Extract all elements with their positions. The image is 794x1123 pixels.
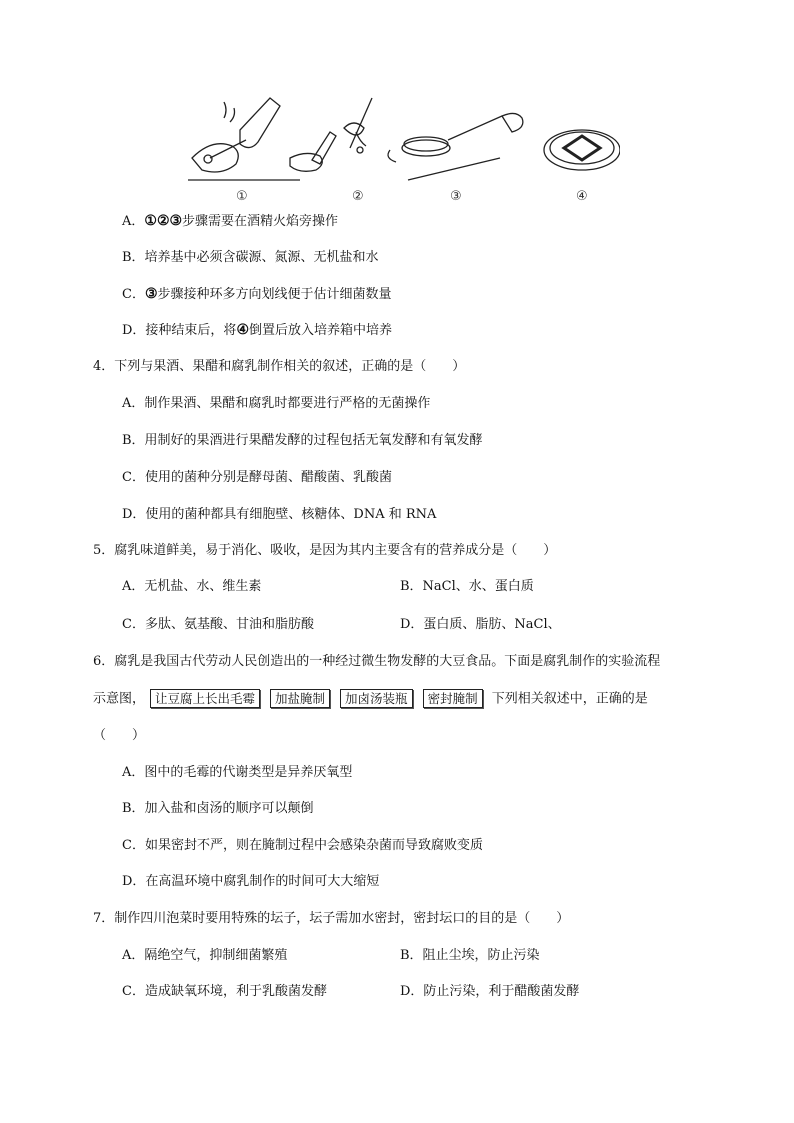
q5-option-b: B．NaCl、水、蛋白质 (400, 579, 534, 594)
q6-stem-line2 (93, 689, 648, 709)
q7-option-d: D．防止污染，利于醋酸菌发酵 (400, 984, 580, 999)
q6-option-d: D．在高温环境中腐乳制作的时间可大大缩短 (122, 874, 380, 889)
q5-option-a: A．无机盐、水、维生素 (122, 579, 262, 594)
q3-a-steps: ①②③ (144, 213, 183, 229)
figure-label-2: ② (352, 189, 364, 204)
q6-flow-step-3: 加卤汤装瓶 (340, 689, 413, 708)
panel2-tube (312, 132, 336, 164)
q6-stem-suffix: 下列相关叙述中，正确的是 (491, 691, 648, 707)
panel1-loop (210, 140, 246, 158)
q5-option-d: D．蛋白质、脂肪、NaCl、 (400, 617, 561, 632)
panel3-surface (408, 158, 500, 180)
figure-label-3: ③ (450, 189, 462, 204)
q7-option-a: A．隔绝空气，抑制细菌繁殖 (122, 948, 288, 963)
inoculation-figure (180, 88, 620, 206)
q7-stem: 7．制作四川泡菜时要用特殊的坛子，坛子需加水密封，密封坛口的目的是（ ） (93, 911, 570, 926)
q6-stem-prefix: 示意图， (93, 691, 146, 707)
q6-stem-line3: （ ） (93, 728, 146, 743)
q6-flow-step-1: 让豆腐上长出毛霉 (150, 689, 260, 708)
q3-d-text: 倒置后放入培养箱中培养 (249, 323, 393, 338)
q3-c-text: 步骤接种环多方向划线便于估计细菌数量 (157, 287, 392, 302)
q4-option-b: B．用制好的果酒进行果醋发酵的过程包括无氧发酵和有氧发酵 (122, 433, 483, 448)
q6-flow-step-2: 加盐腌制 (270, 689, 330, 708)
q3-option-c (122, 285, 392, 304)
q6-flow-diagram (145, 689, 488, 709)
q5-option-c: C．多肽、氨基酸、甘油和脂肪酸 (122, 617, 314, 632)
q6-option-b: B．加入盐和卤汤的顺序可以颠倒 (122, 801, 314, 816)
q3-option-b: B．培养基中必须含碳源、氮源、无机盐和水 (122, 250, 379, 265)
q3-d-step: ④ (236, 322, 249, 338)
q3-c-step: ③ (144, 286, 158, 302)
q6-flow-step-4: 密封腌制 (423, 689, 483, 708)
q6-option-c: C．如果密封不严，则在腌制过程中会感染杂菌而导致腐败变质 (122, 838, 483, 853)
q6-option-a: A．图中的毛霉的代谢类型是异养厌氧型 (122, 765, 353, 780)
inoculation-diagram (180, 88, 620, 206)
q3-d-prefix: D．接种结束后，将 (122, 323, 237, 338)
panel4-streak (564, 136, 600, 160)
q3-a-prefix: A． (122, 214, 145, 229)
q5-stem: 5．腐乳味道鲜美，易于消化、吸收，是因为其内主要含有的营养成分是（ ） (93, 543, 557, 558)
q4-option-c: C．使用的菌种分别是酵母菌、醋酸菌、乳酸菌 (122, 470, 392, 485)
figure-label-4: ④ (576, 189, 588, 204)
q4-stem: 4．下列与果酒、果醋和腐乳制作相关的叙述，正确的是（ ） (93, 359, 466, 374)
q4-option-d: D．使用的菌种都具有细胞壁、核糖体、DNA 和 RNA (122, 507, 437, 522)
q7-option-b: B．阻止尘埃，防止污染 (400, 948, 540, 963)
q7-option-c: C．造成缺氧环境，利于乳酸菌发酵 (122, 984, 327, 999)
panel3-loop (448, 116, 502, 140)
q4-option-a: A．制作果酒、果醋和腐乳时都要进行严格的无菌操作 (122, 396, 431, 411)
q3-c-prefix: C． (122, 287, 145, 302)
q3-option-a (122, 212, 338, 231)
figure-label-1: ① (236, 189, 248, 204)
q3-a-text: 步骤需要在酒精火焰旁操作 (182, 214, 339, 229)
q6-stem: 6．腐乳是我国古代劳动人民创造出的一种经过微生物发酵的大豆食品。下面是腐乳制作的实验流程 (93, 654, 661, 669)
q3-option-d (122, 321, 392, 340)
